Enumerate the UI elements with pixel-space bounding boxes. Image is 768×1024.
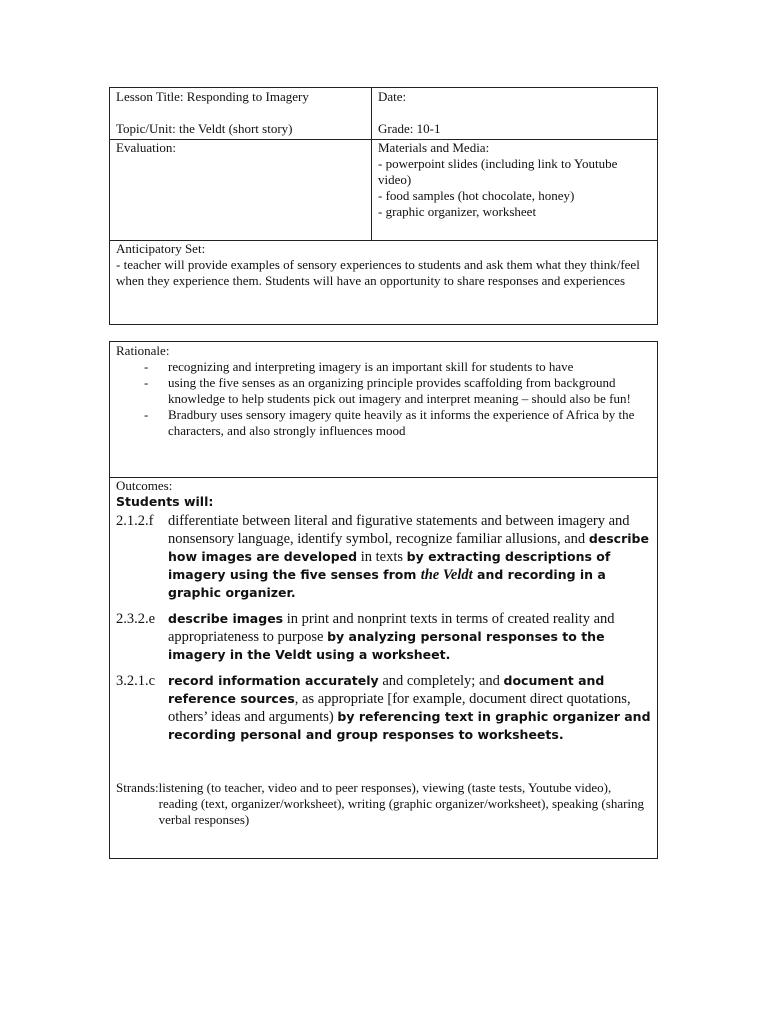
grade-label: Grade: 10-1 [378, 121, 441, 136]
rationale-label: Rationale: [116, 343, 170, 358]
outcomes-cell [110, 478, 657, 828]
lesson-title: Lesson Title: Responding to Imagery [116, 89, 309, 104]
date-label: Date: [378, 89, 407, 104]
rationale-item: - recognizing and interpreting imagery is an important skill for students to have [138, 359, 651, 375]
materials-cell [372, 140, 657, 220]
anticipatory-label: Anticipatory Set: [116, 241, 206, 256]
materials-label: Materials and Media: [378, 140, 490, 155]
outcome-text: describe images in print and nonprint texts in terms of created reality and appropriateness to purpose by analyzing personal responses to the imagery in the Veldt using a worksheet. [168, 611, 615, 662]
outcome-item [116, 512, 651, 602]
strands-row [116, 780, 651, 828]
anticipatory-set-cell [110, 241, 657, 289]
rationale-item: - using the five senses as an organizing principle provides scaffolding from background knowledge to help students pick out imagery and interpret meaning – should also be fun! [138, 375, 651, 407]
lesson-header-table [109, 87, 658, 325]
outcome-text: record information accurately and completely; and document and reference sources, as appropriate [for example, document direct quotations, others’ ideas and arguments) by referencing text in graphic organizer and recording personal and group responses to worksheets. [168, 673, 651, 742]
date-grade-cell [372, 89, 657, 137]
strands-text: listening (to teacher, video and to peer responses), viewing (taste tests, Youtube video), reading (text, organizer/worksheet), writing (graphic organizer/worksheet), speaking (sharing verbal responses) [158, 780, 645, 827]
outcomes-label: Outcomes: [116, 478, 173, 493]
topic-unit: Topic/Unit: the Veldt (short story) [116, 121, 293, 136]
lesson-details-table [109, 341, 658, 859]
materials-item: - graphic organizer, worksheet [378, 204, 537, 219]
rationale-list [116, 359, 651, 439]
materials-item: - food samples (hot chocolate, honey) [378, 188, 575, 203]
outcome-item [116, 672, 651, 744]
rationale-item: - Bradbury uses sensory imagery quite heavily as it informs the experience of Africa by the characters, and also strongly influences mood [138, 407, 651, 439]
evaluation-label: Evaluation: [116, 140, 176, 155]
outcome-code: 2.1.2.f [116, 513, 154, 529]
anticipatory-text: - teacher will provide examples of sensory experiences to students and ask them what they think/feel when they experience them. Students will have an opportunity to share responses and experiences [116, 257, 640, 288]
students-will-heading: Students will: [116, 494, 214, 509]
outcome-item [116, 610, 651, 664]
outcome-text: differentiate between literal and figurative statements and between imagery and nonsensory language, identify symbol, recognize familiar allusions, and describe how images are developed in texts by extracting descriptions of imagery using the five senses from the Veldt and recording in a graphic organizer. [168, 513, 649, 600]
outcome-code: 2.3.2.e [116, 611, 156, 627]
outcome-code: 3.2.1.c [116, 673, 156, 689]
rationale-cell [110, 343, 657, 439]
strands-label: Strands: [116, 780, 159, 795]
lesson-title-cell [110, 89, 371, 137]
evaluation-cell [110, 140, 371, 156]
materials-item: - powerpoint slides (including link to Youtube video) [378, 156, 618, 187]
